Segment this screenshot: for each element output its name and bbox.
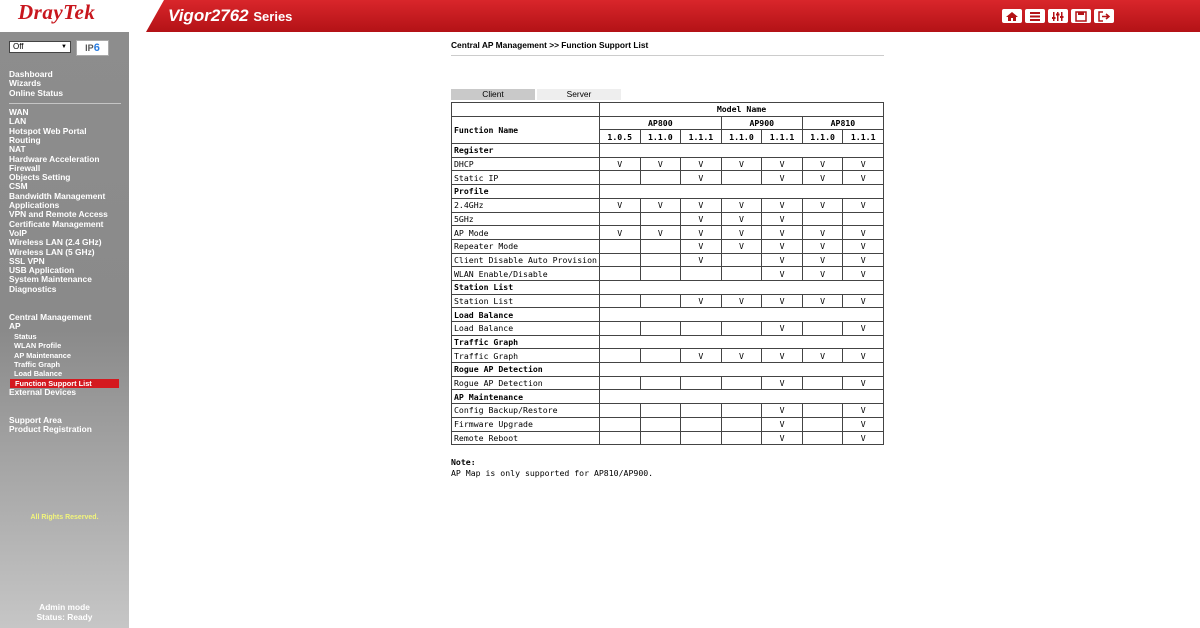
support-cell: V — [599, 226, 640, 240]
section-filler — [599, 185, 883, 199]
copyright-text: All Rights Reserved. — [30, 514, 99, 521]
model-series: Series — [253, 9, 293, 24]
section-filler — [599, 280, 883, 294]
support-cell: V — [762, 349, 803, 363]
support-cell — [640, 404, 681, 418]
function-name-cell: AP Mode — [452, 226, 600, 240]
section-title: Load Balance — [452, 308, 600, 322]
table-row — [452, 212, 884, 226]
sidebar-subitem-traffic-graph[interactable]: Traffic Graph — [14, 360, 60, 369]
tab-server[interactable]: Server — [537, 89, 621, 100]
sidebar-item-wizards[interactable]: Wizards — [9, 78, 42, 89]
version-header-cell: 1.1.1 — [843, 130, 884, 144]
top-header — [0, 0, 1200, 32]
function-name-cell: Client Disable Auto Provision — [452, 253, 600, 267]
support-cell — [640, 212, 681, 226]
sidebar-item-hotspot-web-portal[interactable]: Hotspot Web Portal — [9, 125, 87, 136]
support-cell — [640, 349, 681, 363]
support-cell: V — [802, 267, 843, 281]
support-cell: V — [721, 212, 762, 226]
function-name-cell: Firmware Upgrade — [452, 417, 600, 431]
table-row — [452, 171, 884, 185]
section-row — [452, 363, 884, 377]
sidebar-item-external-devices[interactable]: External Devices — [9, 386, 77, 397]
support-cell: V — [681, 239, 722, 253]
function-name-cell: Load Balance — [452, 322, 600, 336]
function-name-cell: Static IP — [452, 171, 600, 185]
support-cell — [599, 431, 640, 445]
function-name-cell: Traffic Graph — [452, 349, 600, 363]
sidebar-item-wireless-lan-2-4-ghz[interactable]: Wireless LAN (2.4 GHz) — [9, 237, 102, 248]
model-title — [168, 6, 292, 26]
support-cell — [721, 417, 762, 431]
support-cell — [599, 404, 640, 418]
logo-area — [0, 0, 146, 32]
section-title: Register — [452, 144, 600, 158]
support-cell: V — [762, 226, 803, 240]
support-cell — [640, 417, 681, 431]
support-cell: V — [843, 294, 884, 308]
support-cell — [599, 267, 640, 281]
support-cell: V — [843, 267, 884, 281]
support-cell: V — [681, 212, 722, 226]
sidebar-item-system-maintenance[interactable]: System Maintenance — [9, 274, 92, 285]
support-cell — [640, 171, 681, 185]
sidebar-item-support-area[interactable]: Support Area — [9, 415, 62, 425]
section-filler — [599, 308, 883, 322]
support-cell — [721, 267, 762, 281]
support-cell — [681, 322, 722, 336]
support-cell: V — [599, 157, 640, 171]
support-cell — [599, 322, 640, 336]
support-cell: V — [721, 226, 762, 240]
sidebar-item-nat[interactable]: NAT — [9, 144, 26, 155]
support-cell — [640, 253, 681, 267]
sidebar-subitem-load-balance[interactable]: Load Balance — [14, 369, 63, 379]
support-cell — [802, 431, 843, 445]
version-header-cell: 1.0.5 — [599, 130, 640, 144]
section-row — [452, 335, 884, 349]
sidebar-item-firewall[interactable]: Firewall — [9, 162, 41, 173]
table-row — [452, 376, 884, 390]
support-cell: V — [802, 157, 843, 171]
support-cell — [802, 376, 843, 390]
sidebar — [0, 32, 129, 628]
table-row — [452, 226, 884, 240]
version-header-cell: 1.1.0 — [802, 130, 843, 144]
sidebar-item-wireless-lan-5-ghz[interactable]: Wireless LAN (5 GHz) — [9, 246, 95, 257]
section-title: AP Maintenance — [452, 390, 600, 404]
sidebar-item-online-status[interactable]: Online Status — [9, 87, 63, 98]
support-cell: V — [762, 431, 803, 445]
table-corner-cell — [452, 103, 600, 117]
section-title: Station List — [452, 280, 600, 294]
support-cell: V — [681, 294, 722, 308]
table-row — [452, 431, 884, 445]
sidebar-subitem-wlan-profile[interactable]: WLAN Profile — [14, 341, 62, 351]
header-toolbar — [1002, 9, 1114, 23]
support-cell: V — [640, 226, 681, 240]
function-name-cell: DHCP — [452, 157, 600, 171]
version-header-cell: 1.1.0 — [640, 130, 681, 144]
sidebar-item-bandwidth-management[interactable]: Bandwidth Management — [9, 190, 106, 201]
section-row — [452, 144, 884, 158]
ipv6-button[interactable]: IP6 — [76, 40, 109, 56]
support-cell: V — [762, 198, 803, 212]
support-cell — [599, 212, 640, 226]
version-header-cell: 1.1.1 — [762, 130, 803, 144]
status-label: Status: Ready — [36, 612, 93, 622]
support-cell: V — [762, 171, 803, 185]
draytek-logo: DrayTek — [18, 0, 96, 24]
support-cell — [721, 431, 762, 445]
logout-icon[interactable] — [1094, 9, 1114, 23]
sidebar-item-diagnostics[interactable]: Diagnostics — [9, 283, 57, 294]
note-title: Note: — [451, 457, 476, 467]
support-cell: V — [640, 157, 681, 171]
support-cell: V — [681, 253, 722, 267]
chevron-down-icon: ▼ — [61, 44, 67, 50]
support-cell: V — [721, 198, 762, 212]
support-cell: V — [762, 157, 803, 171]
support-cell — [802, 404, 843, 418]
table-body — [452, 144, 884, 445]
support-cell: V — [802, 171, 843, 185]
support-cell: V — [681, 171, 722, 185]
support-cell — [599, 376, 640, 390]
support-cell: V — [843, 417, 884, 431]
table-row — [452, 253, 884, 267]
sidebar-item-ap[interactable]: AP — [9, 321, 21, 332]
support-cell: V — [721, 294, 762, 308]
support-cell — [721, 404, 762, 418]
support-cell: V — [762, 404, 803, 418]
table-row — [452, 198, 884, 212]
support-cell — [721, 322, 762, 336]
sidebar-item-objects-setting[interactable]: Objects Setting — [9, 172, 71, 183]
support-cell: V — [802, 294, 843, 308]
support-cell: V — [681, 226, 722, 240]
settings-sliders-icon[interactable] — [1048, 9, 1068, 23]
support-cell — [721, 253, 762, 267]
support-cell: V — [681, 349, 722, 363]
support-cell: V — [681, 198, 722, 212]
support-cell: V — [721, 157, 762, 171]
support-cell: V — [762, 239, 803, 253]
support-cell: V — [762, 376, 803, 390]
function-name-cell: Station List — [452, 294, 600, 308]
support-cell: V — [843, 226, 884, 240]
support-cell — [640, 376, 681, 390]
support-cell: V — [762, 294, 803, 308]
support-cell: V — [762, 212, 803, 226]
support-cell: V — [843, 349, 884, 363]
support-cell — [640, 267, 681, 281]
table-row — [452, 267, 884, 281]
support-cell: V — [843, 171, 884, 185]
support-cell: V — [721, 349, 762, 363]
section-row — [452, 185, 884, 199]
section-title: Traffic Graph — [452, 335, 600, 349]
support-cell: V — [599, 198, 640, 212]
function-name-cell: 2.4GHz — [452, 198, 600, 212]
sidebar-item-usb-application[interactable]: USB Application — [9, 265, 75, 276]
support-cell: V — [640, 198, 681, 212]
support-cell: V — [762, 253, 803, 267]
sidebar-item-dashboard[interactable]: Dashboard — [9, 69, 53, 79]
support-cell — [599, 417, 640, 431]
model-header-ap810: AP810 — [802, 116, 883, 130]
sidebar-item-routing[interactable]: Routing — [9, 134, 41, 145]
section-row — [452, 390, 884, 404]
function-name-cell: Config Backup/Restore — [452, 404, 600, 418]
sidebar-item-hardware-acceleration[interactable]: Hardware Acceleration — [9, 153, 100, 164]
sidebar-item-product-registration[interactable]: Product Registration — [9, 424, 92, 435]
sidebar-item-applications[interactable]: Applications — [9, 200, 60, 210]
sidebar-item-ssl-vpn[interactable]: SSL VPN — [9, 255, 45, 266]
table-row — [452, 294, 884, 308]
support-cell — [599, 171, 640, 185]
support-cell — [681, 417, 722, 431]
table-row — [452, 322, 884, 336]
support-cell — [640, 294, 681, 308]
table-header-row — [452, 103, 884, 117]
model-header-ap900: AP900 — [721, 116, 802, 130]
function-name-cell: Repeater Mode — [452, 239, 600, 253]
support-cell — [721, 171, 762, 185]
version-header-cell: 1.1.1 — [681, 130, 722, 144]
sidebar-item-csm[interactable]: CSM — [9, 181, 28, 192]
table-header-row — [452, 116, 884, 130]
section-filler — [599, 390, 883, 404]
support-cell — [681, 376, 722, 390]
version-header-cell: 1.1.0 — [721, 130, 762, 144]
model-header-ap800: AP800 — [599, 116, 721, 130]
section-filler — [599, 363, 883, 377]
support-cell — [599, 294, 640, 308]
sidebar-subitem-ap-maintenance[interactable]: AP Maintenance — [14, 350, 71, 360]
sidebar-item-voip[interactable]: VoIP — [9, 227, 27, 238]
sidebar-subitem-label: Function Support List — [15, 378, 92, 388]
support-cell: V — [802, 239, 843, 253]
support-cell: V — [762, 322, 803, 336]
support-cell: V — [843, 431, 884, 445]
support-cell: V — [762, 417, 803, 431]
support-cell: V — [843, 404, 884, 418]
support-cell: V — [802, 349, 843, 363]
support-cell — [802, 322, 843, 336]
support-cell — [640, 322, 681, 336]
support-cell: V — [802, 253, 843, 267]
home-icon[interactable] — [1002, 9, 1022, 23]
section-filler — [599, 144, 883, 158]
sidebar-item-lan[interactable]: LAN — [9, 116, 27, 127]
breadcrumb-divider — [451, 55, 884, 56]
section-filler — [599, 335, 883, 349]
table-row — [452, 157, 884, 171]
support-cell: V — [843, 322, 884, 336]
support-cell — [681, 267, 722, 281]
support-cell: V — [681, 157, 722, 171]
admin-mode-label: Admin mode — [39, 602, 90, 612]
section-title: Profile — [452, 185, 600, 199]
table-row — [452, 404, 884, 418]
function-name-cell: 5GHz — [452, 212, 600, 226]
function-support-table — [451, 102, 884, 445]
model-name: Vigor2762 — [168, 6, 249, 25]
sidebar-item-vpn-and-remote-access[interactable]: VPN and Remote Access — [9, 209, 108, 220]
section-title: Rogue AP Detection — [452, 363, 600, 377]
table-row — [452, 349, 884, 363]
save-icon[interactable] — [1071, 9, 1091, 23]
function-name-cell: Remote Reboot — [452, 431, 600, 445]
function-name-header: Function Name — [452, 116, 600, 143]
sidebar-item-certificate-management[interactable]: Certificate Management — [9, 218, 104, 229]
tab-client[interactable]: Client — [451, 89, 535, 100]
tab-bar — [451, 89, 621, 100]
model-name-header: Model Name — [599, 103, 883, 117]
support-cell — [721, 376, 762, 390]
sidebar-subitem-status[interactable]: Status — [14, 332, 37, 342]
support-cell — [843, 212, 884, 226]
note-text: AP Map is only supported for AP810/AP900. — [451, 468, 654, 478]
table-row — [452, 417, 884, 431]
support-cell: V — [802, 226, 843, 240]
sidebar-item-wan[interactable]: WAN — [9, 107, 29, 117]
support-cell: V — [721, 239, 762, 253]
support-cell — [802, 417, 843, 431]
function-name-cell: Rogue AP Detection — [452, 376, 600, 390]
support-cell: V — [762, 267, 803, 281]
table-row — [452, 239, 884, 253]
support-cell — [681, 431, 722, 445]
mode-select-value: Off — [13, 42, 24, 51]
support-cell: V — [802, 198, 843, 212]
support-cell: V — [843, 239, 884, 253]
sidebar-item-central-management[interactable]: Central Management — [9, 312, 92, 322]
function-name-cell: WLAN Enable/Disable — [452, 267, 600, 281]
support-cell: V — [843, 157, 884, 171]
support-cell: V — [843, 253, 884, 267]
support-cell — [802, 212, 843, 226]
support-cell — [640, 239, 681, 253]
sidebar-divider — [9, 103, 121, 104]
breadcrumb: Central AP Management >> Function Support List — [451, 40, 649, 50]
support-cell — [599, 239, 640, 253]
support-cell — [599, 349, 640, 363]
mode-select[interactable] — [9, 41, 71, 53]
section-row — [452, 308, 884, 322]
support-cell — [681, 404, 722, 418]
support-cell — [640, 431, 681, 445]
section-row — [452, 280, 884, 294]
support-cell: V — [843, 198, 884, 212]
menu-icon[interactable] — [1025, 9, 1045, 23]
support-cell — [599, 253, 640, 267]
support-cell: V — [843, 376, 884, 390]
